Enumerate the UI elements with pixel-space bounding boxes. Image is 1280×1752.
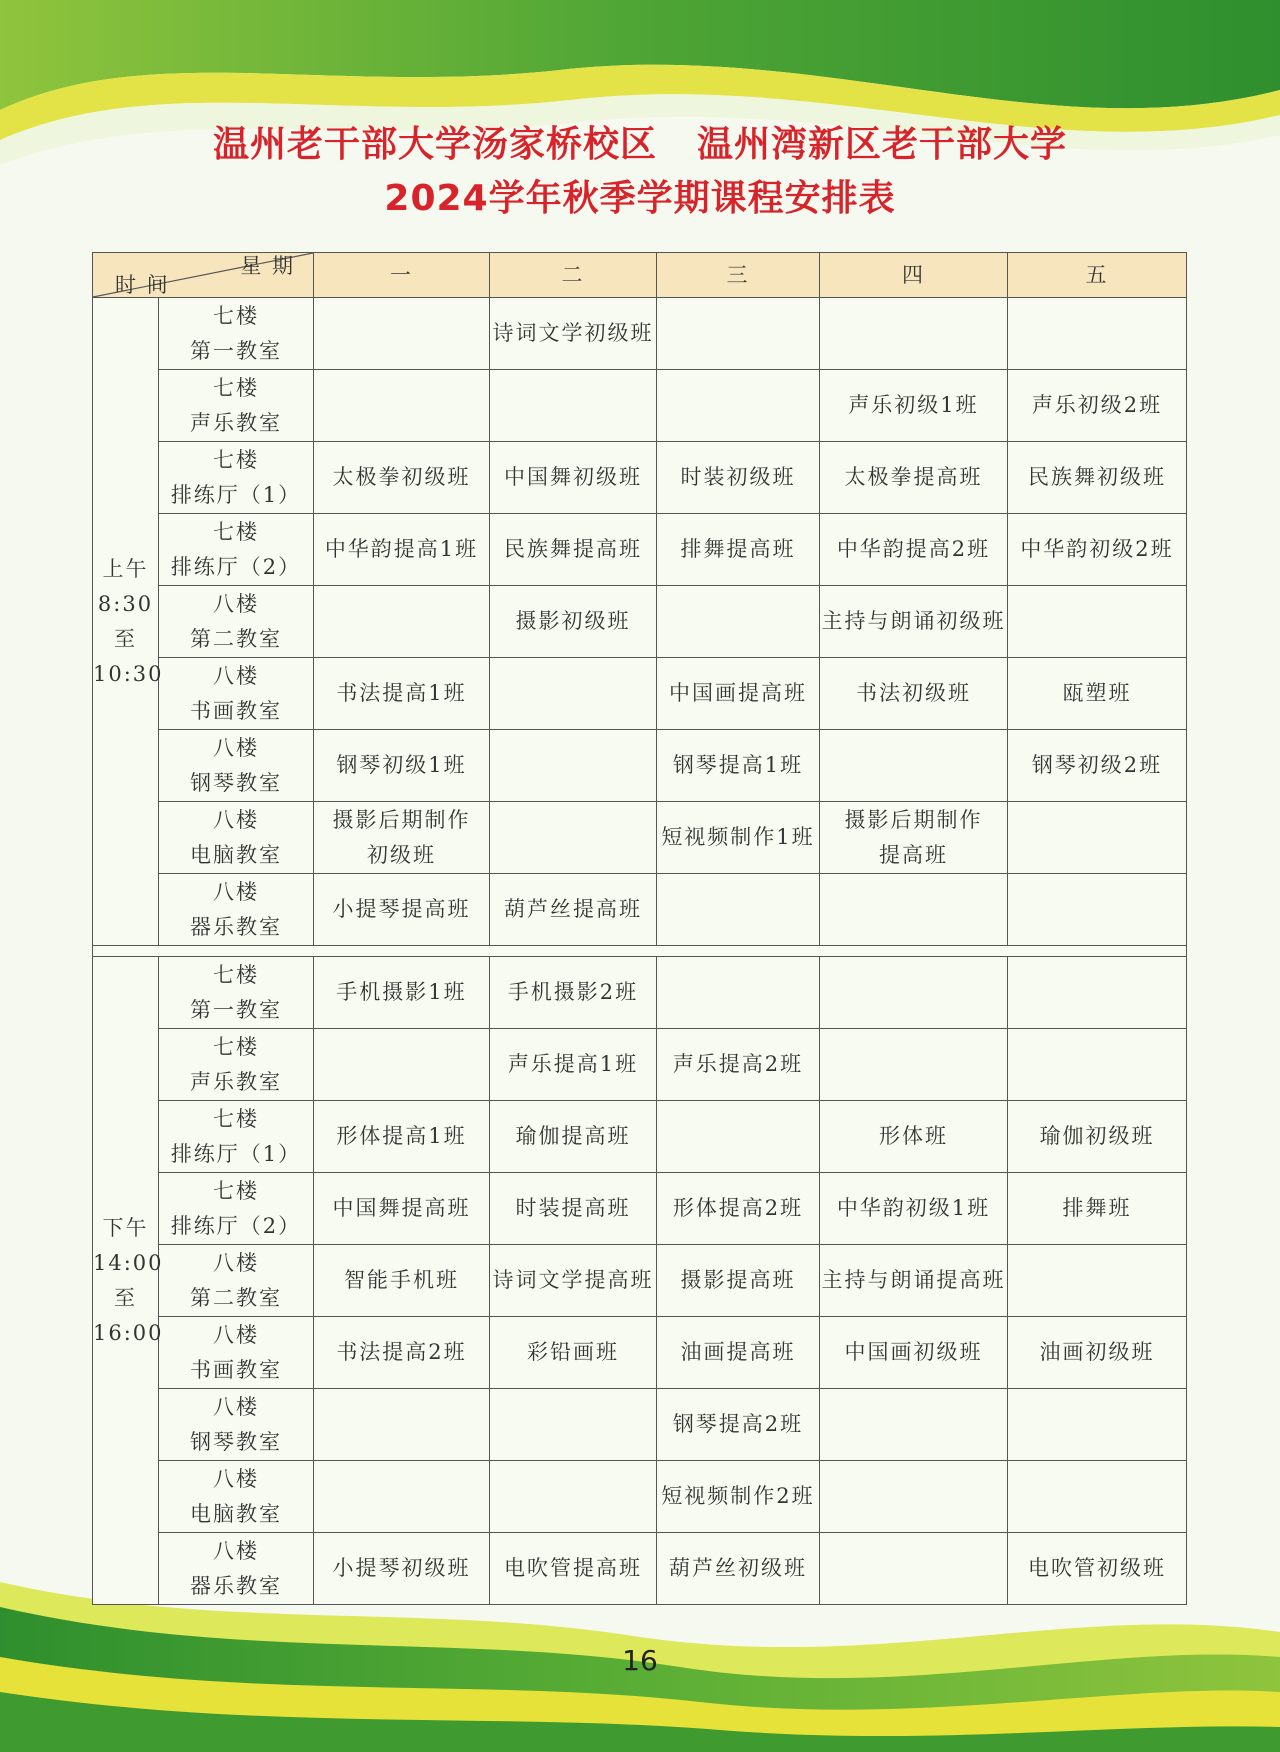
room-cell [159, 957, 314, 1029]
floor-label: 七楼 [213, 303, 259, 328]
room-cell [159, 1389, 314, 1461]
room-cell [159, 1101, 314, 1173]
course-cell [490, 658, 657, 730]
schedule-row [93, 1533, 1187, 1605]
floor-label: 八楼 [213, 807, 259, 832]
course-cell: 油画提高班 [657, 1317, 820, 1389]
schedule-row [93, 1101, 1187, 1173]
corner-time-label: 时 间 [115, 273, 170, 297]
schedule-row [93, 802, 1187, 874]
course-cell: 太极拳初级班 [314, 442, 490, 514]
course-cell: 油画初级班 [1008, 1317, 1187, 1389]
corner-week-label: 星 期 [240, 254, 295, 278]
course-cell: 电吹管初级班 [1008, 1533, 1187, 1605]
course-cell: 彩铅画班 [490, 1317, 657, 1389]
course-cell [657, 298, 820, 370]
room-label: 声乐教室 [190, 1069, 282, 1094]
floor-label: 七楼 [213, 519, 259, 544]
floor-label: 八楼 [213, 735, 259, 760]
course-cell: 书法提高1班 [314, 658, 490, 730]
course-cell [314, 298, 490, 370]
course-cell: 主持与朗诵初级班 [820, 586, 1008, 658]
course-cell [1008, 1389, 1187, 1461]
day-header: 四 [820, 253, 1008, 298]
course-cell [820, 1389, 1008, 1461]
title-line-2: 2024学年秋季学期课程安排表 [384, 178, 896, 219]
course-cell: 诗词文学初级班 [490, 298, 657, 370]
course-cell [1008, 802, 1187, 874]
course-cell: 葫芦丝初级班 [657, 1533, 820, 1605]
header-row [93, 253, 1187, 298]
course-cell [657, 957, 820, 1029]
room-label: 第一教室 [190, 997, 282, 1022]
course-cell [1008, 586, 1187, 658]
course-cell [314, 586, 490, 658]
course-cell [490, 1461, 657, 1533]
course-cell: 民族舞提高班 [490, 514, 657, 586]
floor-label: 八楼 [213, 879, 259, 904]
course-cell: 手机摄影2班 [490, 957, 657, 1029]
course-cell: 中国画提高班 [657, 658, 820, 730]
time-slot-cell [93, 957, 164, 1605]
course-cell: 声乐初级1班 [820, 370, 1008, 442]
course-cell: 短视频制作2班 [657, 1461, 820, 1533]
room-cell [159, 298, 314, 370]
course-cell: 摄影后期制作 初级班 [314, 802, 490, 874]
course-cell [1008, 298, 1187, 370]
campus-name-right: 温州湾新区老干部大学 [697, 124, 1068, 165]
course-cell: 手机摄影1班 [314, 957, 490, 1029]
course-cell [1008, 1245, 1187, 1317]
schedule-row [93, 586, 1187, 658]
course-cell: 瑜伽提高班 [490, 1101, 657, 1173]
schedule-row [93, 1173, 1187, 1245]
time-slot-period: 下午 [102, 1215, 149, 1240]
schedule-row [93, 298, 1187, 370]
course-cell: 钢琴提高2班 [657, 1389, 820, 1461]
course-cell [490, 730, 657, 802]
course-cell [657, 586, 820, 658]
room-cell [159, 514, 314, 586]
course-cell: 中国画初级班 [820, 1317, 1008, 1389]
course-cell: 中华韵提高2班 [820, 514, 1008, 586]
schedule-row [93, 658, 1187, 730]
room-cell [159, 442, 314, 514]
day-header: 五 [1008, 253, 1187, 298]
schedule-row [93, 874, 1187, 946]
room-label: 第二教室 [190, 1285, 282, 1310]
schedule-row [93, 514, 1187, 586]
room-cell [159, 1317, 314, 1389]
page-number: 16 [622, 1644, 658, 1677]
room-cell [159, 874, 314, 946]
floor-label: 七楼 [213, 1034, 259, 1059]
course-cell: 钢琴提高1班 [657, 730, 820, 802]
room-label: 电脑教室 [190, 842, 282, 867]
course-cell: 主持与朗诵提高班 [820, 1245, 1008, 1317]
floor-label: 八楼 [213, 1538, 259, 1563]
time-slot-to: 至 [114, 1285, 137, 1310]
floor-label: 七楼 [213, 447, 259, 472]
header-corner [93, 253, 314, 298]
section-separator [93, 946, 1187, 957]
course-cell [1008, 1461, 1187, 1533]
floor-label: 八楼 [213, 663, 259, 688]
room-cell [159, 1029, 314, 1101]
floor-label: 七楼 [213, 1106, 259, 1131]
course-cell [314, 370, 490, 442]
course-cell: 葫芦丝提高班 [490, 874, 657, 946]
room-cell [159, 1245, 314, 1317]
course-cell: 小提琴提高班 [314, 874, 490, 946]
course-cell [820, 298, 1008, 370]
course-cell: 形体班 [820, 1101, 1008, 1173]
room-cell [159, 370, 314, 442]
schedule-row [93, 730, 1187, 802]
title-line-1 [0, 118, 1280, 172]
course-cell: 书法提高2班 [314, 1317, 490, 1389]
schedule-row [93, 442, 1187, 514]
room-label: 电脑教室 [190, 1501, 282, 1526]
course-cell [657, 370, 820, 442]
course-cell: 瑜伽初级班 [1008, 1101, 1187, 1173]
course-cell [820, 1533, 1008, 1605]
room-label: 器乐教室 [190, 914, 282, 939]
floor-label: 八楼 [213, 1466, 259, 1491]
separator-cell [93, 946, 1187, 957]
floor-label: 八楼 [213, 1394, 259, 1419]
course-cell: 摄影后期制作 提高班 [820, 802, 1008, 874]
room-cell [159, 1533, 314, 1605]
course-cell: 短视频制作1班 [657, 802, 820, 874]
room-label: 钢琴教室 [190, 1429, 282, 1454]
room-cell [159, 1461, 314, 1533]
course-cell [820, 1461, 1008, 1533]
course-cell [314, 1029, 490, 1101]
course-cell [1008, 1029, 1187, 1101]
course-cell [1008, 874, 1187, 946]
floor-label: 七楼 [213, 962, 259, 987]
course-cell [1008, 957, 1187, 1029]
floor-label: 八楼 [213, 591, 259, 616]
course-cell: 钢琴初级2班 [1008, 730, 1187, 802]
time-slot-start: 8:30 [97, 591, 154, 616]
course-cell: 中国舞提高班 [314, 1173, 490, 1245]
course-cell: 摄影提高班 [657, 1245, 820, 1317]
room-label: 排练厅（1） [170, 482, 302, 507]
floor-label: 八楼 [213, 1322, 259, 1347]
day-header: 二 [490, 253, 657, 298]
room-label: 排练厅（1） [170, 1141, 302, 1166]
room-label: 排练厅（2） [170, 1213, 302, 1238]
schedule-row [93, 1029, 1187, 1101]
schedule-row [93, 1317, 1187, 1389]
course-cell: 形体提高2班 [657, 1173, 820, 1245]
course-cell: 电吹管提高班 [490, 1533, 657, 1605]
course-cell: 书法初级班 [820, 658, 1008, 730]
schedule-row [93, 1461, 1187, 1533]
course-cell: 时装提高班 [490, 1173, 657, 1245]
course-cell [820, 874, 1008, 946]
floor-label: 七楼 [213, 375, 259, 400]
course-cell: 排舞提高班 [657, 514, 820, 586]
course-cell [820, 1029, 1008, 1101]
course-cell [657, 874, 820, 946]
room-cell [159, 586, 314, 658]
course-cell: 时装初级班 [657, 442, 820, 514]
time-slot-start: 14:00 [93, 1250, 164, 1275]
room-label: 钢琴教室 [190, 770, 282, 795]
course-cell [314, 1389, 490, 1461]
course-cell: 中华韵初级1班 [820, 1173, 1008, 1245]
course-cell [490, 802, 657, 874]
course-cell: 民族舞初级班 [1008, 442, 1187, 514]
course-cell [820, 957, 1008, 1029]
room-cell [159, 802, 314, 874]
course-cell: 中国舞初级班 [490, 442, 657, 514]
schedule-row [93, 370, 1187, 442]
schedule-row [93, 957, 1187, 1029]
floor-label: 七楼 [213, 1178, 259, 1203]
course-cell: 摄影初级班 [490, 586, 657, 658]
time-slot-cell [93, 298, 164, 946]
course-cell [490, 1389, 657, 1461]
course-cell: 太极拳提高班 [820, 442, 1008, 514]
room-label: 第一教室 [190, 338, 282, 363]
course-cell: 小提琴初级班 [314, 1533, 490, 1605]
course-cell: 排舞班 [1008, 1173, 1187, 1245]
course-cell: 声乐提高2班 [657, 1029, 820, 1101]
room-label: 第二教室 [190, 626, 282, 651]
room-label: 器乐教室 [190, 1573, 282, 1598]
room-cell [159, 1173, 314, 1245]
floor-label: 八楼 [213, 1250, 259, 1275]
room-label: 书画教室 [190, 698, 282, 723]
course-cell: 中华韵提高1班 [314, 514, 490, 586]
course-cell: 形体提高1班 [314, 1101, 490, 1173]
course-cell: 诗词文学提高班 [490, 1245, 657, 1317]
time-slot-end: 16:00 [93, 1320, 164, 1345]
course-cell [657, 1101, 820, 1173]
room-label: 声乐教室 [190, 410, 282, 435]
schedule-row [93, 1245, 1187, 1317]
time-slot-end: 10:30 [93, 661, 164, 686]
course-cell: 钢琴初级1班 [314, 730, 490, 802]
course-cell: 声乐提高1班 [490, 1029, 657, 1101]
room-label: 书画教室 [190, 1357, 282, 1382]
schedule-row [93, 1389, 1187, 1461]
room-cell [159, 730, 314, 802]
day-header: 一 [314, 253, 490, 298]
course-cell [490, 370, 657, 442]
room-label: 排练厅（2） [170, 554, 302, 579]
schedule-body [93, 298, 1187, 1605]
time-slot-to: 至 [114, 626, 137, 651]
campus-name-left: 温州老干部大学汤家桥校区 [212, 124, 657, 165]
title-block [0, 118, 1280, 226]
course-cell: 中华韵初级2班 [1008, 514, 1187, 586]
course-cell [314, 1461, 490, 1533]
course-cell: 智能手机班 [314, 1245, 490, 1317]
course-cell: 瓯塑班 [1008, 658, 1187, 730]
time-slot-period: 上午 [102, 556, 149, 581]
schedule-table [92, 252, 1187, 1605]
course-cell: 声乐初级2班 [1008, 370, 1187, 442]
room-cell [159, 658, 314, 730]
course-cell [820, 730, 1008, 802]
day-header: 三 [657, 253, 820, 298]
